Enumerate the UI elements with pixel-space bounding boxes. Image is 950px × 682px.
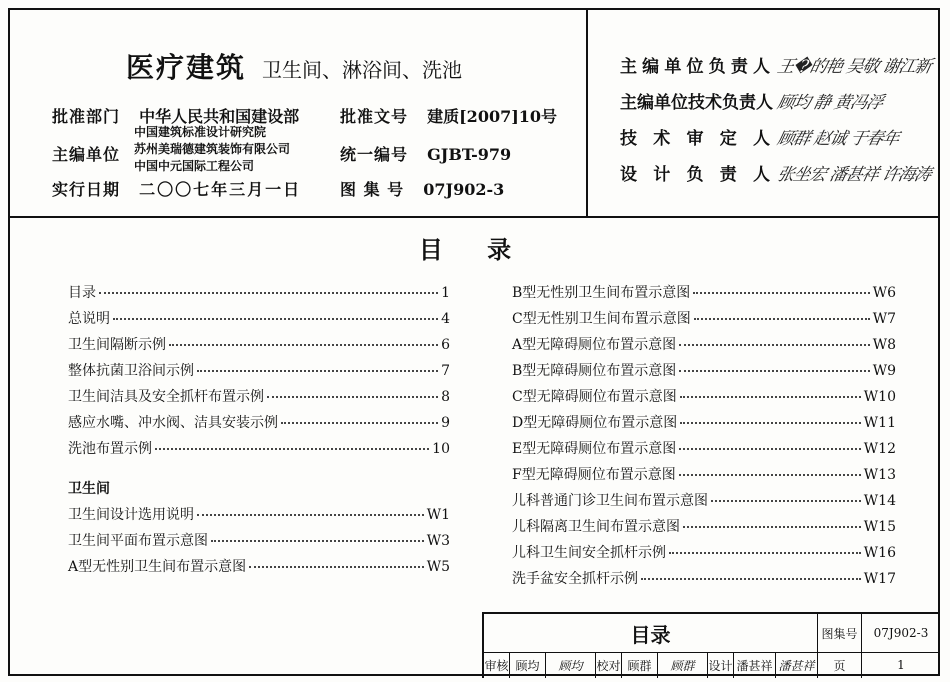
editor-unit-1: 中国建筑标准设计研究院 xyxy=(134,125,267,139)
toc-entry xyxy=(68,360,450,386)
toc-entry xyxy=(68,412,450,438)
impl-date-label: 实行日期 xyxy=(52,180,121,199)
toc-entry-title: 感应水嘴、冲水阀、洁具安装示例 xyxy=(68,415,278,431)
signature-4: 张坐宏 潘甚祥 许海涛 xyxy=(775,165,933,185)
tb-check-sig: 顾群 xyxy=(658,652,708,678)
responsible-label-2: 主编单位技术负责人 xyxy=(620,93,773,113)
toc-entry-title: 儿科普通门诊卫生间布置示意图 xyxy=(512,493,708,509)
toc-leader-dots xyxy=(693,292,869,294)
toc-entry xyxy=(68,504,450,530)
toc-leader-dots xyxy=(197,514,424,516)
toc-entry-page: 1 xyxy=(441,285,450,301)
toc-entry-title: 卫生间平面布置示意图 xyxy=(68,533,208,549)
toc-leader-dots xyxy=(641,578,861,580)
toc-entry-title: 总说明 xyxy=(68,311,110,327)
toc-entry xyxy=(68,530,450,556)
toc-leader-dots xyxy=(679,344,870,346)
toc-leader-dots xyxy=(680,422,861,424)
toc-entry xyxy=(512,308,896,334)
atlas-no-label: 图 集 号 xyxy=(340,180,405,199)
drawing-frame xyxy=(8,8,940,676)
unified-no-row xyxy=(340,142,511,165)
toc-leader-dots xyxy=(679,474,861,476)
toc-entry-title: 洗池布置示例 xyxy=(68,441,152,457)
toc-leader-dots xyxy=(113,318,438,320)
toc-entry xyxy=(512,386,896,412)
responsible-row-4 xyxy=(620,160,931,185)
toc-entry-page: 10 xyxy=(432,441,450,457)
toc-entry-page: W5 xyxy=(426,559,450,575)
toc-entry-page: W3 xyxy=(426,533,450,549)
toc-leader-dots xyxy=(249,566,424,568)
approval-doc-value: 建质[2007]10号 xyxy=(427,107,558,126)
atlas-main-title: 医疗建筑 xyxy=(126,51,247,84)
toc-left-column xyxy=(68,282,450,582)
responsible-persons xyxy=(590,10,938,216)
toc-entry-page: 9 xyxy=(441,415,450,431)
toc-leader-dots xyxy=(683,526,861,528)
toc-entry xyxy=(512,334,896,360)
responsible-label-4: 设计负责人 xyxy=(620,165,770,185)
atlas-no-value: 07J902-3 xyxy=(423,180,505,199)
tb-design-sig: 潘甚祥 xyxy=(776,652,818,678)
responsible-row-3 xyxy=(620,124,899,149)
toc-entry xyxy=(512,438,896,464)
toc-entry-title: 洗手盆安全抓杆示例 xyxy=(512,571,638,587)
header-block xyxy=(10,10,938,218)
toc-leader-dots xyxy=(679,370,869,372)
toc-entry xyxy=(512,464,896,490)
tb-design-name: 潘甚祥 xyxy=(734,652,776,678)
signature-3: 顾群 赵诚 于春年 xyxy=(775,129,901,149)
toc-entry-page: W15 xyxy=(863,519,896,535)
toc-leader-dots xyxy=(680,396,861,398)
toc-entry xyxy=(512,412,896,438)
tb-check-label: 校对 xyxy=(596,652,622,678)
toc-entry-page: 6 xyxy=(441,337,450,353)
toc-leader-dots xyxy=(169,344,438,346)
tb-check-name: 顾群 xyxy=(622,652,658,678)
impl-date-value: 二〇〇七年三月一日 xyxy=(139,180,302,199)
unified-no-value: GJBT-979 xyxy=(427,145,512,164)
toc-entry xyxy=(512,542,896,568)
toc-entry-title: 儿科卫生间安全抓杆示例 xyxy=(512,545,666,561)
toc-entry-title: B型无障碍厕位布置示意图 xyxy=(512,363,677,379)
toc-title: 目 录 xyxy=(418,235,530,264)
toc-entry xyxy=(512,568,896,594)
toc-section-title: 卫生间 xyxy=(68,481,110,497)
editor-unit-3: 中国中元国际工程公司 xyxy=(134,159,255,173)
editor-unit-label: 主编单位 xyxy=(52,145,121,164)
tb-design-label: 设计 xyxy=(708,652,734,678)
toc-leader-dots xyxy=(211,540,424,542)
toc-entry xyxy=(68,308,450,334)
toc-leader-dots xyxy=(99,292,438,294)
toc-entry-page: W13 xyxy=(863,467,896,483)
toc-entry-page: W11 xyxy=(863,415,896,431)
toc-leader-dots xyxy=(155,448,429,450)
toc-entry-page: W8 xyxy=(872,337,896,353)
toc-entry-page: 4 xyxy=(441,311,450,327)
unified-no-label: 统一编号 xyxy=(340,145,409,164)
toc-entry-title: 目录 xyxy=(68,285,96,301)
editor-units xyxy=(134,124,290,175)
toc-entry-title: C型无性别卫生间布置示意图 xyxy=(512,311,691,327)
toc-entry-page: W9 xyxy=(872,363,896,379)
approval-dept-label: 批准部门 xyxy=(52,107,121,126)
tb-review-name: 顾均 xyxy=(510,652,546,678)
toc-entry-page: W16 xyxy=(863,545,896,561)
toc-entry-title: F型无障碍厕位布置示意图 xyxy=(512,467,676,483)
tb-atlas-value: 07J902-3 xyxy=(873,626,929,640)
toc-entry-page: W6 xyxy=(872,285,896,301)
toc-entry-title: C型无障碍厕位布置示意图 xyxy=(512,389,677,405)
responsible-row-2 xyxy=(620,88,883,113)
toc-entry-page: W1 xyxy=(426,507,450,523)
editor-unit-2: 苏州美瑞德建筑装饰有限公司 xyxy=(134,142,291,156)
toc-section-list xyxy=(68,504,450,582)
responsible-label-3: 技术审定人 xyxy=(620,129,770,149)
toc-entry xyxy=(68,438,450,464)
toc-entry-title: 整体抗菌卫浴间示例 xyxy=(68,363,194,379)
toc-leader-dots xyxy=(679,448,861,450)
toc-entry xyxy=(512,360,896,386)
toc-leader-dots xyxy=(197,370,438,372)
approval-doc-row xyxy=(340,104,557,127)
signature-2: 顾均 静 黄冯浮 xyxy=(775,93,885,113)
toc-entry-title: 卫生间设计选用说明 xyxy=(68,507,194,523)
toc-entry xyxy=(512,490,896,516)
toc-entry xyxy=(512,282,896,308)
toc-entry xyxy=(68,282,450,308)
toc-entry-title: 卫生间洁具及安全抓杆布置示例 xyxy=(68,389,264,405)
tb-page-value: 1 xyxy=(897,658,905,672)
tb-sheet-title: 目录 xyxy=(484,614,818,652)
editor-unit-label-row xyxy=(52,142,120,165)
toc-entry-page: 7 xyxy=(441,363,450,379)
toc-entry-page: W17 xyxy=(863,571,896,587)
toc-entry-page: W14 xyxy=(863,493,896,509)
tb-review-sig: 顾均 xyxy=(546,652,596,678)
toc-right-list xyxy=(512,282,896,594)
toc-entry xyxy=(68,556,450,582)
impl-date-row xyxy=(52,177,301,200)
toc-entry-title: E型无障碍厕位布置示意图 xyxy=(512,441,677,457)
toc-entry xyxy=(68,386,450,412)
toc-entry-page: W7 xyxy=(872,311,896,327)
toc-leader-dots xyxy=(267,396,438,398)
atlas-no-row xyxy=(340,177,504,200)
header-left xyxy=(10,10,588,216)
toc-leader-dots xyxy=(281,422,438,424)
toc-entry-title: 儿科隔离卫生间布置示意图 xyxy=(512,519,680,535)
approval-dept-value: 中华人民共和国建设部 xyxy=(139,107,300,126)
toc-entry-title: A型无性别卫生间布置示意图 xyxy=(68,559,247,575)
title-block xyxy=(482,612,940,678)
toc-left-list xyxy=(68,282,450,464)
toc-entry xyxy=(512,516,896,542)
toc-leader-dots xyxy=(669,552,861,554)
tb-atlas-label: 图集号 xyxy=(818,614,862,652)
toc-entry-page: 8 xyxy=(441,389,450,405)
toc-entry-page: W12 xyxy=(863,441,896,457)
tb-page-label: 页 xyxy=(818,652,862,678)
approval-doc-label: 批准文号 xyxy=(340,107,409,126)
toc-entry-page: W10 xyxy=(863,389,896,405)
atlas-subtitle: 卫生间、淋浴间、洗池 xyxy=(262,58,463,82)
atlas-title xyxy=(126,46,462,86)
toc-entry-title: D型无障碍厕位布置示意图 xyxy=(512,415,678,431)
toc-leader-dots xyxy=(694,318,870,320)
toc-entry-title: A型无障碍厕位布置示意图 xyxy=(512,337,677,353)
responsible-label-1: 主编单位负责人 xyxy=(620,57,770,77)
toc-right-column xyxy=(512,282,896,594)
toc-entry xyxy=(68,334,450,360)
signature-1: 王�的艳 吴敬 谢江新 xyxy=(775,57,933,77)
tb-review-label: 审核 xyxy=(484,652,510,678)
toc-entry-title: B型无性别卫生间布置示意图 xyxy=(512,285,691,301)
toc-entry-title: 卫生间隔断示例 xyxy=(68,337,166,353)
responsible-row-1 xyxy=(620,52,931,77)
toc-leader-dots xyxy=(711,500,861,502)
